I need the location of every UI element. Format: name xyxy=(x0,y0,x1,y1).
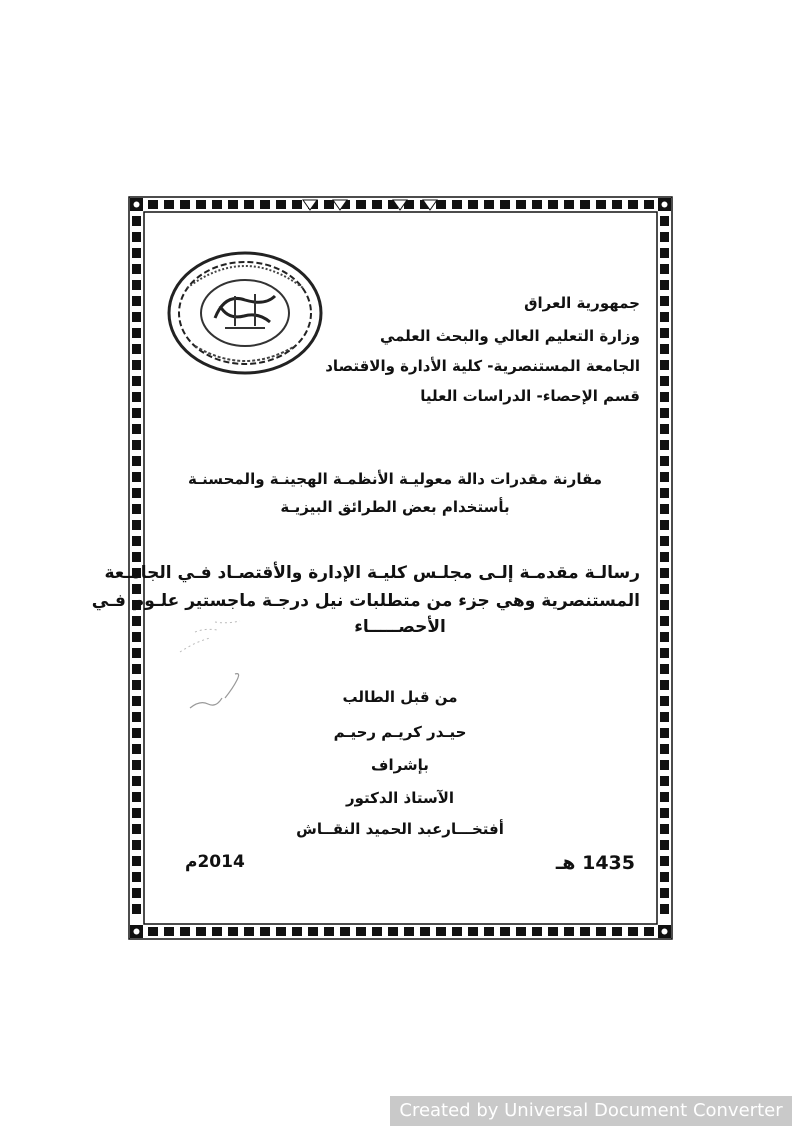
thesis-statement-line-1: رسالـة مقدمـة إلـى مجلـس كليـة الإدارة والأقتصـاد فـي الجامـعة xyxy=(104,563,640,583)
pencil-mark-icon xyxy=(175,612,255,662)
thesis-title-line-2: بأستخدام بعض الطرائق البيزيـة xyxy=(280,498,510,516)
gregorian-year: 2014م xyxy=(185,852,245,872)
header-university: الجامعة المستنصرية- كلية الأدارة والاقتصاد xyxy=(325,357,640,375)
header-ministry: وزارة التعليم العالي والبحث العلمي xyxy=(379,327,640,345)
header-department: قسم الإحصاء- الدراسات العليا xyxy=(420,387,640,405)
converter-watermark: Created by Universal Document Converter xyxy=(390,1096,792,1126)
header-country: جمهورية العراق xyxy=(524,294,640,312)
university-seal-icon xyxy=(165,248,325,378)
hijri-year: 1435 هـ xyxy=(555,852,635,874)
author-label: من قبل الطالب xyxy=(342,688,458,706)
thesis-statement-line-3: الأحصـــــاء xyxy=(354,617,446,637)
supervision-label: بإشراف xyxy=(371,756,429,774)
supervisor-title: الآستاذ الدكتور xyxy=(345,789,455,807)
thesis-title-line-1: مقارنة مقدرات دالة معوليـة الأنظمـة الهجينـة والمحسنـة xyxy=(187,470,603,488)
handwritten-mark-icon xyxy=(185,668,255,718)
author-name: حيـدر كريـم رحيـم xyxy=(333,723,467,741)
supervisor-name: أفتخـــارعبد الحميد النقــاش xyxy=(296,820,504,838)
thesis-statement-line-2: المستنصرية وهي جزء من متطلبات نيل درجـة ماجستير علـوم فـي xyxy=(91,591,640,611)
